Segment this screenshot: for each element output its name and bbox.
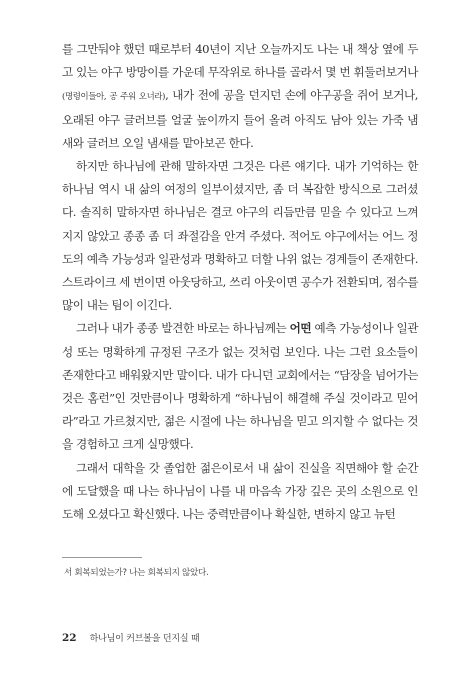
emphasis-text: 어떤 [289, 321, 312, 336]
paragraph [62, 457, 418, 527]
page-footer [62, 631, 200, 644]
paragraph [62, 38, 418, 155]
text-run: 그래서 대학을 갓 졸업한 젊은이로서 내 삶이 진실을 직면해야 할 순간에 도달했을 때 나는 하나님이 나를 내 마음속 가장 깊은 곳의 소원으로 인도해 오셨다고 확신했다. 나는 중력만큼이나 확실한, 변하지 않고 뉴턴 [62, 460, 418, 522]
text-run: 하지만 하나님에 관해 말하자면 그것은 다른 얘기다. 내가 기억하는 한 하나님 역시 내 삶의 여정의 일부이셨지만, 좀 더 복잡한 방식으로 그러셨다. 솔직히 말하자면 하나님은 결코 야구의 리듬만큼 믿을 수 있다고 느껴지지 않았고 종종 좀 더 좌절감을 안겨 주셨다. 적어도 야구에서는 어느 정도의 예측 가능성과 일관성과 명확하고 더할 나위 없는 경계들이 존재한다. 스트라이크 세 번이면 아웃당하고, 쓰리 아웃이면 공수가 전환되며, 점수를 많이 내는 팀이 이긴다. [62, 159, 418, 313]
body-text [62, 38, 418, 526]
footnote-rule [62, 557, 142, 558]
text-run: 를 그만둬야 했던 때로부터 40년이 지난 오늘까지도 나는 내 책상 옆에 두고 있는 야구 방망이를 가운데 무작위로 하나를 골라서 몇 번 휘둘러보거나 [62, 42, 418, 80]
running-title: 하나님이 커브볼을 던지실 때 [89, 634, 200, 644]
text-run: , 내가 전에 공을 던지던 손에 야구공을 쥐어 보거나, 오래된 야구 글러브를 얼굴 높이까지 들어 올려 아직도 남아 있는 가죽 냄새와 글러브 오일 냄새를 맡아보곤 한다. [62, 88, 418, 150]
text-run: 예측 가능성이나 일관성 또는 명확하게 규정된 구조가 없는 것처럼 보인다. 나는 그런 요소들이 존재한다고 배워왔지만 말이다. 내가 다니던 교회에서는 “담장을 넘어가는 것은 홈런”인 것만큼이나 명확하게 “하나님이 해결해 주실 것이라고 믿어라”라고 가르쳤지만, 젊은 시절에 나는 하나님을 믿고 의지할 수 없다는 것을 경험하고 크게 실망했다. [62, 321, 419, 452]
inline-gloss: (명령이들아, 공 주워 오너라) [62, 91, 166, 102]
paragraph [62, 155, 418, 317]
text-run: 그러나 내가 종종 발견한 바로는 하나님께는 [76, 321, 290, 336]
paragraph [62, 317, 418, 456]
page-number: 22 [62, 632, 77, 644]
footnote: 서 회복되었는가? 나는 회복되지 않았다. [64, 568, 209, 578]
